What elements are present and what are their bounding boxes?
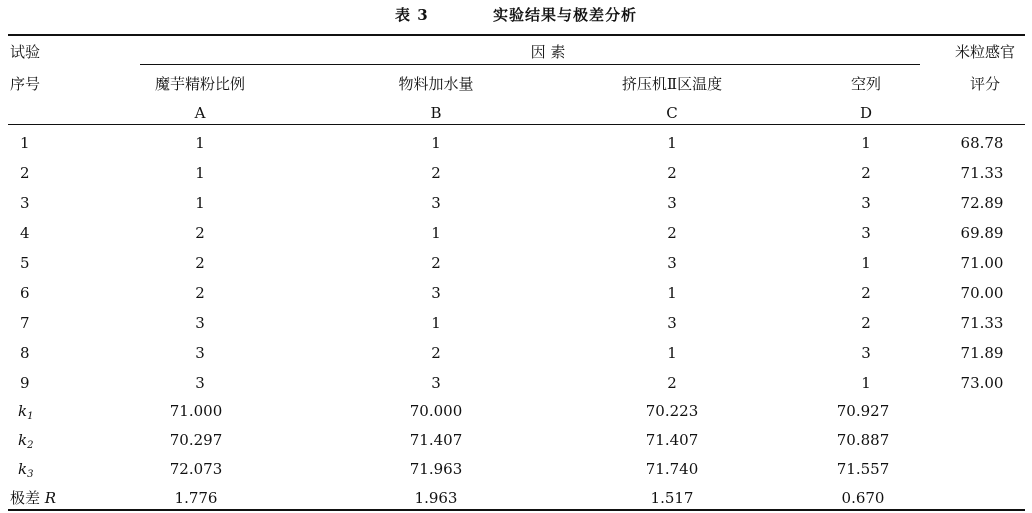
stat-label-subscript: 1 <box>27 411 34 422</box>
factor-a-code: A <box>194 104 206 122</box>
stat-label-subscript: 3 <box>27 469 34 480</box>
table-title <box>0 4 1032 25</box>
stat-label-range <box>10 488 56 508</box>
stat-c-value: 71.740 <box>645 460 699 478</box>
trial-c-value: 3 <box>667 254 677 272</box>
trial-number: 6 <box>20 284 30 302</box>
factor-c-name: 挤压机Ⅱ区温度 <box>621 75 723 93</box>
trial-score: 68.78 <box>960 134 1004 152</box>
stat-label-k2 <box>18 430 33 450</box>
trial-number: 2 <box>20 164 30 182</box>
top-rule <box>8 34 1025 36</box>
header-bottom-rule <box>8 124 1025 125</box>
stat-d-value: 71.557 <box>836 460 890 478</box>
table-caption: 实验结果与极差分析 <box>492 6 637 24</box>
stat-c-value: 1.517 <box>650 489 694 507</box>
trial-b-value: 2 <box>431 164 441 182</box>
trial-a-value: 2 <box>195 224 205 242</box>
trial-score: 73.00 <box>960 374 1004 392</box>
trial-number: 8 <box>20 344 30 362</box>
header-trial-label-line2: 序号 <box>10 75 41 93</box>
trial-number: 9 <box>20 374 30 392</box>
trial-number: 3 <box>20 194 30 212</box>
trial-d-value: 1 <box>861 254 871 272</box>
trial-d-value: 3 <box>861 194 871 212</box>
stat-d-value: 70.887 <box>836 431 890 449</box>
stat-label-main: k <box>18 431 28 449</box>
stat-b-value: 71.963 <box>409 460 463 478</box>
stat-b-value: 70.000 <box>409 402 463 420</box>
trial-c-value: 3 <box>667 194 677 212</box>
stat-a-value: 72.073 <box>169 460 223 478</box>
trial-a-value: 1 <box>195 164 205 182</box>
stat-b-value: 1.963 <box>414 489 458 507</box>
trial-b-value: 2 <box>431 254 441 272</box>
trial-d-value: 3 <box>861 224 871 242</box>
trial-b-value: 3 <box>431 374 441 392</box>
header-score-line2: 评分 <box>969 75 1001 93</box>
stat-c-value: 70.223 <box>645 402 699 420</box>
header-factors-label: 因 素 <box>530 43 566 61</box>
trial-a-value: 2 <box>195 254 205 272</box>
trial-b-value: 1 <box>431 224 441 242</box>
stat-d-value: 0.670 <box>841 489 885 507</box>
trial-c-value: 1 <box>667 284 677 302</box>
trial-number: 7 <box>20 314 30 332</box>
factor-b-code: B <box>430 104 442 122</box>
stat-c-value: 71.407 <box>645 431 699 449</box>
stat-label-main: k <box>18 460 28 478</box>
stat-label-main: k <box>18 402 28 420</box>
trial-a-value: 3 <box>195 344 205 362</box>
stat-label-italic: R <box>44 489 57 507</box>
trial-score: 70.00 <box>960 284 1004 302</box>
factor-group-rule <box>140 64 920 65</box>
trial-c-value: 2 <box>667 164 677 182</box>
trial-c-value: 2 <box>667 374 677 392</box>
stat-a-value: 1.776 <box>174 489 218 507</box>
trial-d-value: 1 <box>861 134 871 152</box>
stat-b-value: 71.407 <box>409 431 463 449</box>
trial-a-value: 3 <box>195 374 205 392</box>
trial-number: 1 <box>20 134 30 152</box>
trial-a-value: 1 <box>195 194 205 212</box>
trial-a-value: 3 <box>195 314 205 332</box>
trial-d-value: 2 <box>861 284 871 302</box>
trial-score: 71.89 <box>960 344 1004 362</box>
trial-score: 71.33 <box>960 164 1004 182</box>
trial-b-value: 3 <box>431 194 441 212</box>
trial-c-value: 1 <box>667 134 677 152</box>
factor-d-code: D <box>859 104 873 122</box>
header-trial-label-line1: 试验 <box>10 43 41 61</box>
factor-d-name: 空列 <box>850 75 882 93</box>
trial-d-value: 2 <box>861 314 871 332</box>
trial-b-value: 1 <box>431 314 441 332</box>
trial-score: 72.89 <box>960 194 1004 212</box>
stat-d-value: 70.927 <box>836 402 890 420</box>
bottom-rule <box>8 509 1025 511</box>
stat-label-subscript: 2 <box>27 440 34 451</box>
trial-b-value: 1 <box>431 134 441 152</box>
trial-a-value: 1 <box>195 134 205 152</box>
stat-a-value: 70.297 <box>169 431 223 449</box>
trial-number: 5 <box>20 254 30 272</box>
stat-label-k1 <box>18 401 33 421</box>
trial-d-value: 1 <box>861 374 871 392</box>
trial-number: 4 <box>20 224 30 242</box>
trial-b-value: 3 <box>431 284 441 302</box>
factor-b-name: 物料加水量 <box>398 75 474 93</box>
trial-d-value: 3 <box>861 344 871 362</box>
trial-d-value: 2 <box>861 164 871 182</box>
trial-c-value: 3 <box>667 314 677 332</box>
stat-label-main: 极差 <box>10 489 45 507</box>
stat-label-k3 <box>18 459 33 479</box>
stat-a-value: 71.000 <box>169 402 223 420</box>
trial-score: 71.00 <box>960 254 1004 272</box>
trial-a-value: 2 <box>195 284 205 302</box>
trial-c-value: 2 <box>667 224 677 242</box>
table-label: 表 3 <box>395 6 429 24</box>
header-score-line1: 米粒感官 <box>954 43 1016 61</box>
trial-score: 71.33 <box>960 314 1004 332</box>
trial-score: 69.89 <box>960 224 1004 242</box>
trial-c-value: 1 <box>667 344 677 362</box>
trial-b-value: 2 <box>431 344 441 362</box>
factor-c-code: C <box>666 104 678 122</box>
factor-a-name: 魔芋精粉比例 <box>154 75 246 93</box>
